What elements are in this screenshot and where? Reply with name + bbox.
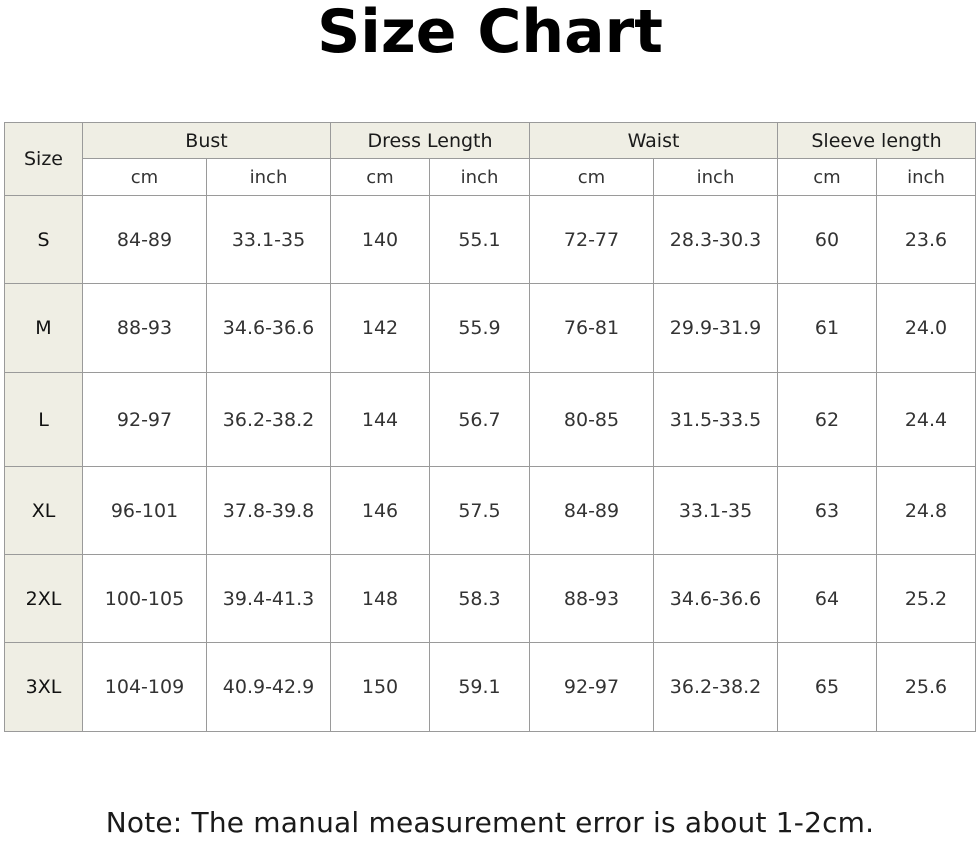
unit-header: inch	[877, 159, 976, 196]
table-cell: 55.1	[430, 196, 530, 284]
unit-header: inch	[207, 159, 331, 196]
header-row-groups	[5, 123, 976, 159]
size-label: 3XL	[5, 643, 83, 732]
unit-header: cm	[331, 159, 430, 196]
group-header-bust: Bust	[83, 123, 331, 159]
table-cell: 84-89	[83, 196, 207, 284]
table-cell: 88-93	[530, 555, 654, 643]
table-cell: 24.0	[877, 284, 976, 373]
table-cell: 23.6	[877, 196, 976, 284]
table-cell: 59.1	[430, 643, 530, 732]
unit-header: inch	[430, 159, 530, 196]
unit-header: cm	[83, 159, 207, 196]
table-cell: 76-81	[530, 284, 654, 373]
table-cell: 31.5-33.5	[654, 373, 778, 467]
table-cell: 142	[331, 284, 430, 373]
table-cell: 148	[331, 555, 430, 643]
table-cell: 146	[331, 467, 430, 555]
table-cell: 28.3-30.3	[654, 196, 778, 284]
table-cell: 104-109	[83, 643, 207, 732]
table-cell: 92-97	[83, 373, 207, 467]
table-cell: 60	[778, 196, 877, 284]
table-cell: 33.1-35	[654, 467, 778, 555]
size-table	[4, 122, 976, 732]
table-cell: 65	[778, 643, 877, 732]
page-title: Size Chart	[317, 0, 663, 67]
size-label: XL	[5, 467, 83, 555]
table-cell: 144	[331, 373, 430, 467]
group-header-sleeve-length: Sleeve length	[778, 123, 976, 159]
table-cell: 84-89	[530, 467, 654, 555]
table-cell: 24.4	[877, 373, 976, 467]
table-cell: 36.2-38.2	[207, 373, 331, 467]
table-cell: 33.1-35	[207, 196, 331, 284]
table-cell: 80-85	[530, 373, 654, 467]
table-cell: 34.6-36.6	[654, 555, 778, 643]
table-cell: 37.8-39.8	[207, 467, 331, 555]
group-header-dress-length: Dress Length	[331, 123, 530, 159]
table-cell: 150	[331, 643, 430, 732]
table-cell: 36.2-38.2	[654, 643, 778, 732]
size-label: S	[5, 196, 83, 284]
table-cell: 88-93	[83, 284, 207, 373]
table-cell: 34.6-36.6	[207, 284, 331, 373]
table-cell: 25.2	[877, 555, 976, 643]
table-row	[5, 467, 976, 555]
table-cell: 39.4-41.3	[207, 555, 331, 643]
table-cell: 61	[778, 284, 877, 373]
table-cell: 58.3	[430, 555, 530, 643]
size-label: L	[5, 373, 83, 467]
table-cell: 72-77	[530, 196, 654, 284]
table-row	[5, 373, 976, 467]
table-cell: 140	[331, 196, 430, 284]
size-label: 2XL	[5, 555, 83, 643]
header-row-units	[5, 159, 976, 196]
table-row	[5, 643, 976, 732]
table-row	[5, 196, 976, 284]
table-cell: 24.8	[877, 467, 976, 555]
table-cell: 25.6	[877, 643, 976, 732]
table-cell: 56.7	[430, 373, 530, 467]
size-label: M	[5, 284, 83, 373]
table-cell: 29.9-31.9	[654, 284, 778, 373]
table-cell: 100-105	[83, 555, 207, 643]
table-cell: 92-97	[530, 643, 654, 732]
table-cell: 55.9	[430, 284, 530, 373]
table-cell: 63	[778, 467, 877, 555]
table-cell: 96-101	[83, 467, 207, 555]
measurement-note: Note: The manual measurement error is about 1-2cm.	[105, 806, 875, 839]
unit-header: cm	[530, 159, 654, 196]
unit-header: inch	[654, 159, 778, 196]
size-column-header: Size	[5, 123, 83, 196]
table-cell: 40.9-42.9	[207, 643, 331, 732]
table-cell: 62	[778, 373, 877, 467]
group-header-waist: Waist	[530, 123, 778, 159]
table-cell: 57.5	[430, 467, 530, 555]
unit-header: cm	[778, 159, 877, 196]
table-row	[5, 555, 976, 643]
table-cell: 64	[778, 555, 877, 643]
table-row	[5, 284, 976, 373]
